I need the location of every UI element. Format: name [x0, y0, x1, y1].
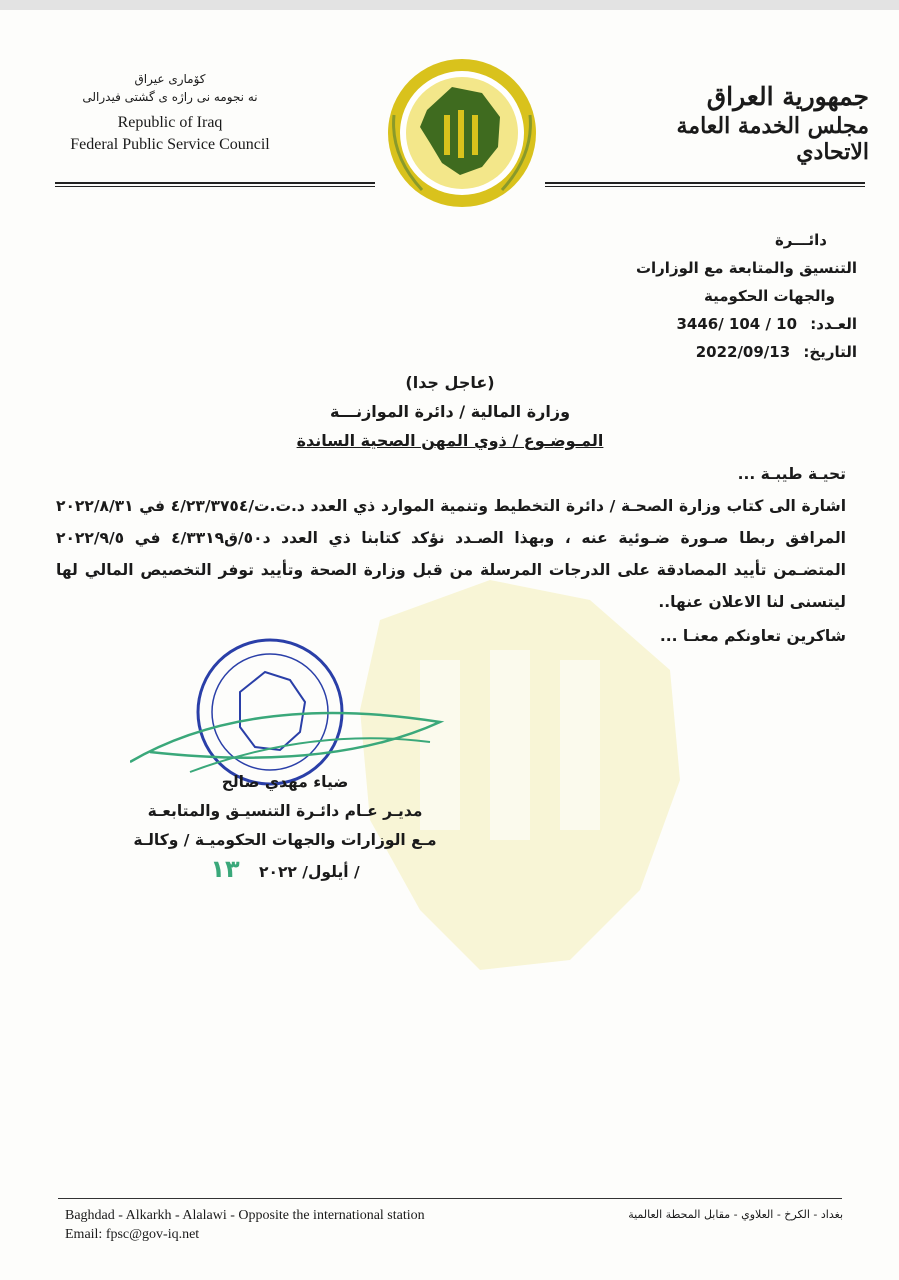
footer-rule [58, 1198, 842, 1199]
signature-date: / أيلول/ ٢٠٢٢ [259, 863, 360, 881]
recipient-line: وزارة المالية / دائرة الموازنـــة [329, 402, 571, 421]
top-bar [0, 0, 899, 10]
letter-title-block [200, 368, 700, 455]
english-country-name: Republic of Iraq [117, 114, 223, 131]
signatory-title-line1: مديـر عـام دائـرة التنسيـق والمتابعـة [147, 802, 423, 820]
closing-line: شاكرين تعاونكم معنـا ... [659, 627, 846, 645]
department-name-line2: والجهات الحكومية [704, 287, 835, 305]
header-rule-right [545, 182, 865, 184]
english-council-name: Federal Public Service Council [70, 136, 270, 153]
header-rule-left-thin [55, 186, 375, 187]
council-logo-icon [372, 55, 552, 215]
date-label: التاريخ: [803, 343, 857, 361]
reference-number-row [537, 310, 857, 338]
header-right-block [629, 82, 869, 165]
footer-email: Email: fpsc@gov-iq.net [65, 1227, 200, 1242]
department-name-line1: التنسيق والمتابعة مع الوزارات [635, 259, 857, 277]
department-label: دائـــرة [774, 231, 827, 249]
signature-date-line [120, 855, 450, 887]
subject-line: المـوضـوع / ذوي المهن الصحية الساندة [296, 431, 604, 450]
kurdish-country-name: كۆمارى عيراق [134, 72, 206, 86]
department-meta [537, 226, 857, 366]
urgency-label: (عاجل جدا) [405, 373, 495, 392]
body-paragraph: اشارة الى كتاب وزارة الصحـة / دائرة التخطيط وتنمية الموارد ذي العدد د.ت.ت/٤/٢٣/٣٧٥٤ في ٢٠٢٢/٨/٣١ المرافق ربطا صـورة ضـوئية عنه ، وبهذا الصـدد نؤكد كتابنا ذي العدد د٥٠/ق٤/٣٣١٩ في ٢٠٢٢/٩/٥ المتضـمن تأييد المصادقة على الدرجات المرسلة من قبل وزارة الصحة وتأييد توفر التخصيص المالي لها ليتسنى لنا الاعلان عنها.. [56, 497, 847, 611]
signatory-name: ضياء مهدي صالح [221, 773, 349, 791]
header-left-block [55, 72, 285, 154]
greeting: تحيـة طيبـة ... [737, 465, 846, 483]
footer-address-ar: بغداد - الكرخ - العلاوي - مقابل المحطة العالمية [628, 1208, 843, 1221]
kurdish-council-name: نه نجومه نى راژه ى گشتى فيدرالى [82, 90, 258, 104]
arabic-council-name: مجلس الخدمة العامة الاتحادي [676, 113, 869, 165]
signatory-title-line2: مـع الوزارات والجهات الحكوميـة / وكالـة [133, 831, 437, 849]
footer-address-en: Baghdad - Alkarkh - Alalawi - Opposite the international station [65, 1208, 425, 1223]
date-row [537, 338, 857, 366]
arabic-country-name: جمهورية العراق [706, 82, 869, 111]
reference-number-value: 3446/ 104 / 10 [676, 315, 798, 333]
date-value: 2022/09/13 [695, 343, 791, 361]
footer-english [65, 1206, 425, 1244]
letter-body [56, 458, 846, 652]
signature-block [120, 768, 450, 887]
header-rule-right-thin [545, 186, 865, 187]
handwritten-day: ١٣ [210, 855, 240, 883]
header-rule-left [55, 182, 375, 184]
reference-number-label: العـدد: [810, 315, 857, 333]
